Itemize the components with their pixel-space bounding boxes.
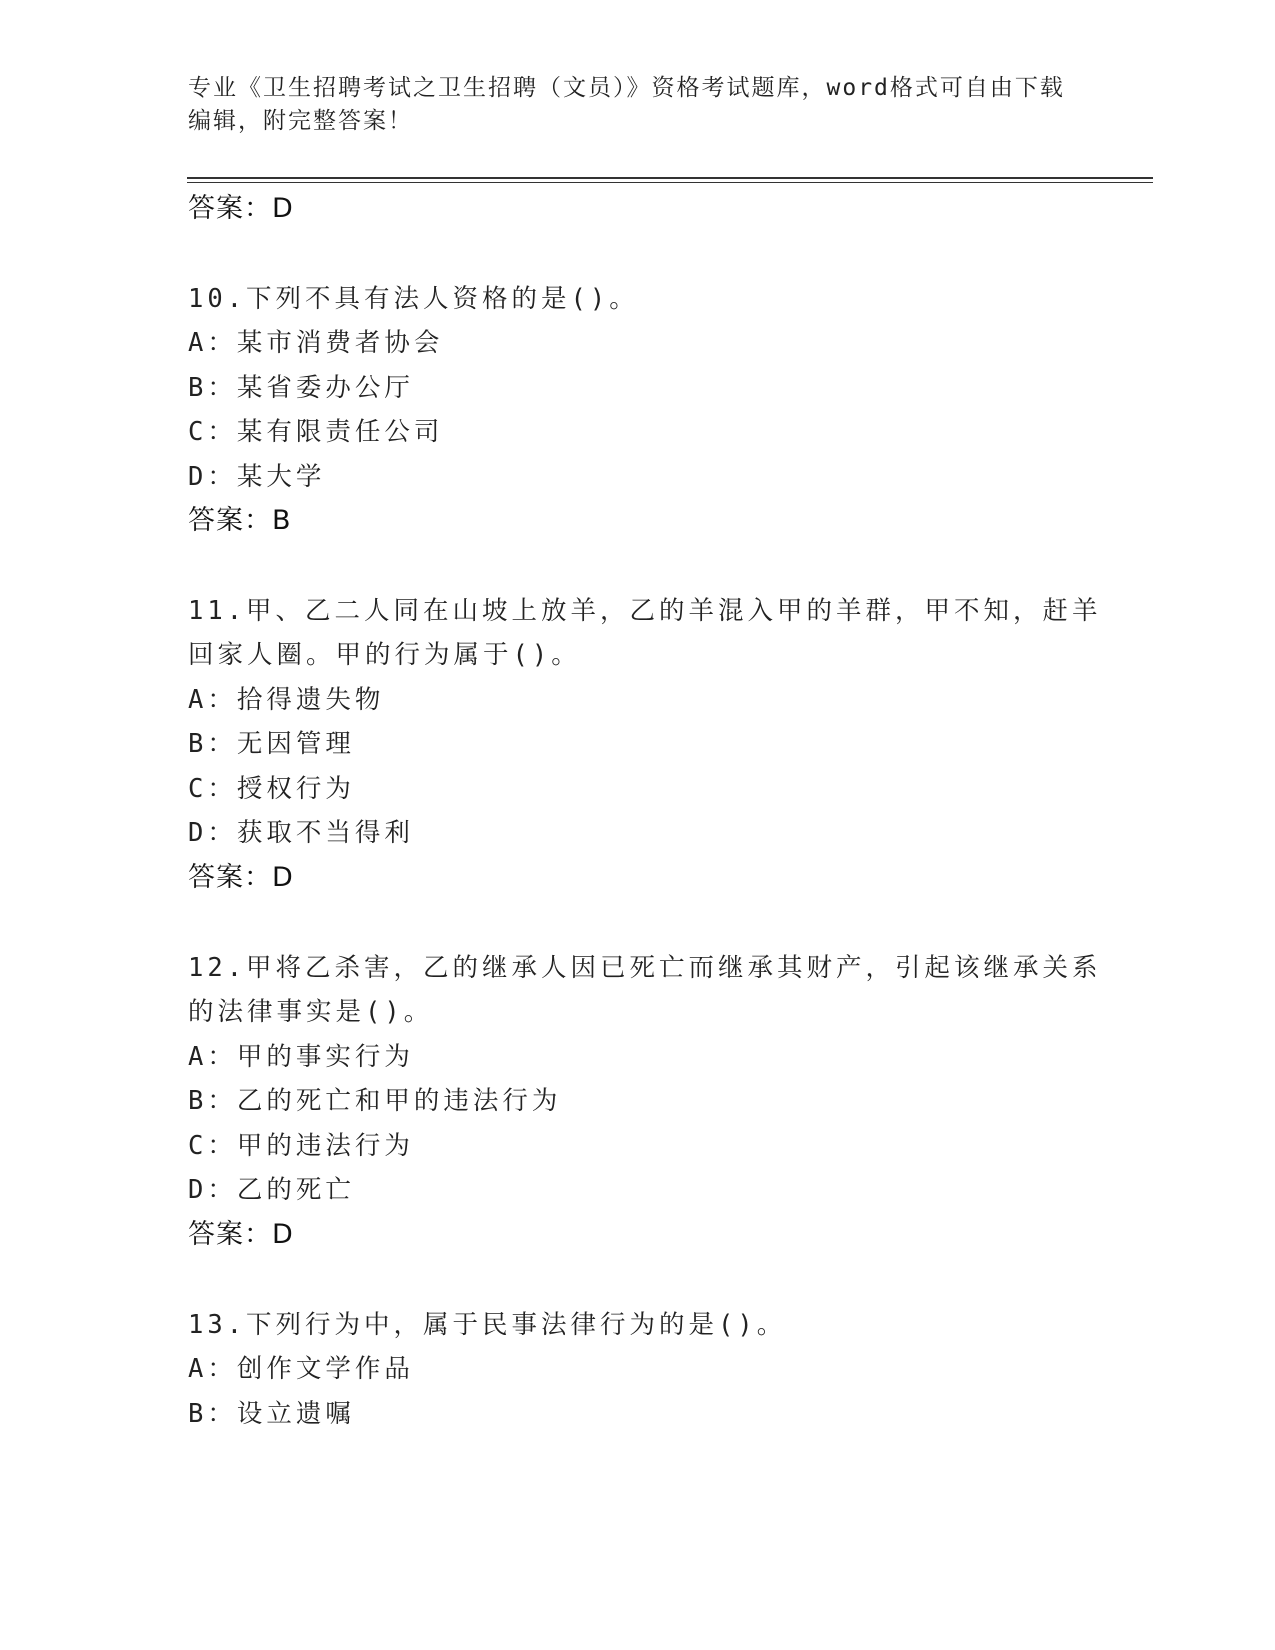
question-11-answer: 答案：D (188, 862, 294, 893)
question-10-stem: 10.下列不具有法人资格的是()。 (188, 284, 639, 314)
question-10-option-b: B：某省委办公厅 (188, 373, 414, 403)
document-header (188, 72, 1088, 138)
question-10-option-d: D：某大学 (188, 462, 326, 492)
question-10-answer: 答案：B (188, 505, 292, 536)
header-line-2: 编辑，附完整答案！ (188, 108, 413, 134)
header-divider-thin (187, 182, 1153, 183)
header-divider (187, 177, 1153, 179)
question-12-stem-line-1: 12.甲将乙杀害，乙的继承人因已死亡而继承其财产，引起该继承关系 (188, 953, 1102, 983)
question-10-option-c: C：某有限责任公司 (188, 417, 444, 447)
question-11-stem-line-1: 11.甲、乙二人同在山坡上放羊，乙的羊混入甲的羊群，甲不知，赶羊 (188, 596, 1102, 626)
question-11-option-a: A：拾得遗失物 (188, 685, 385, 715)
answer-previous: 答案：D (188, 193, 294, 224)
question-12-answer: 答案：D (188, 1219, 294, 1250)
question-11-option-c: C：授权行为 (188, 774, 355, 804)
question-12-stem-line-2: 的法律事实是()。 (188, 997, 434, 1027)
question-12-option-d: D：乙的死亡 (188, 1175, 355, 1205)
question-12-option-c: C：甲的违法行为 (188, 1131, 414, 1161)
question-13-option-a: A：创作文学作品 (188, 1354, 414, 1384)
header-line-1: 专业《卫生招聘考试之卫生招聘（文员）》资格考试题库，word格式可自由下载 (188, 75, 1065, 101)
question-10-option-a: A：某市消费者协会 (188, 328, 444, 358)
question-12-option-b: B：乙的死亡和甲的违法行为 (188, 1086, 562, 1116)
question-11-stem-line-2: 回家人圈。甲的行为属于()。 (188, 640, 581, 670)
question-12-option-a: A：甲的事实行为 (188, 1042, 414, 1072)
question-13-stem: 13.下列行为中，属于民事法律行为的是()。 (188, 1310, 787, 1340)
question-11-option-b: B：无因管理 (188, 729, 355, 759)
question-13-option-b: B：设立遗嘱 (188, 1399, 355, 1429)
question-11-option-d: D：获取不当得利 (188, 818, 414, 848)
